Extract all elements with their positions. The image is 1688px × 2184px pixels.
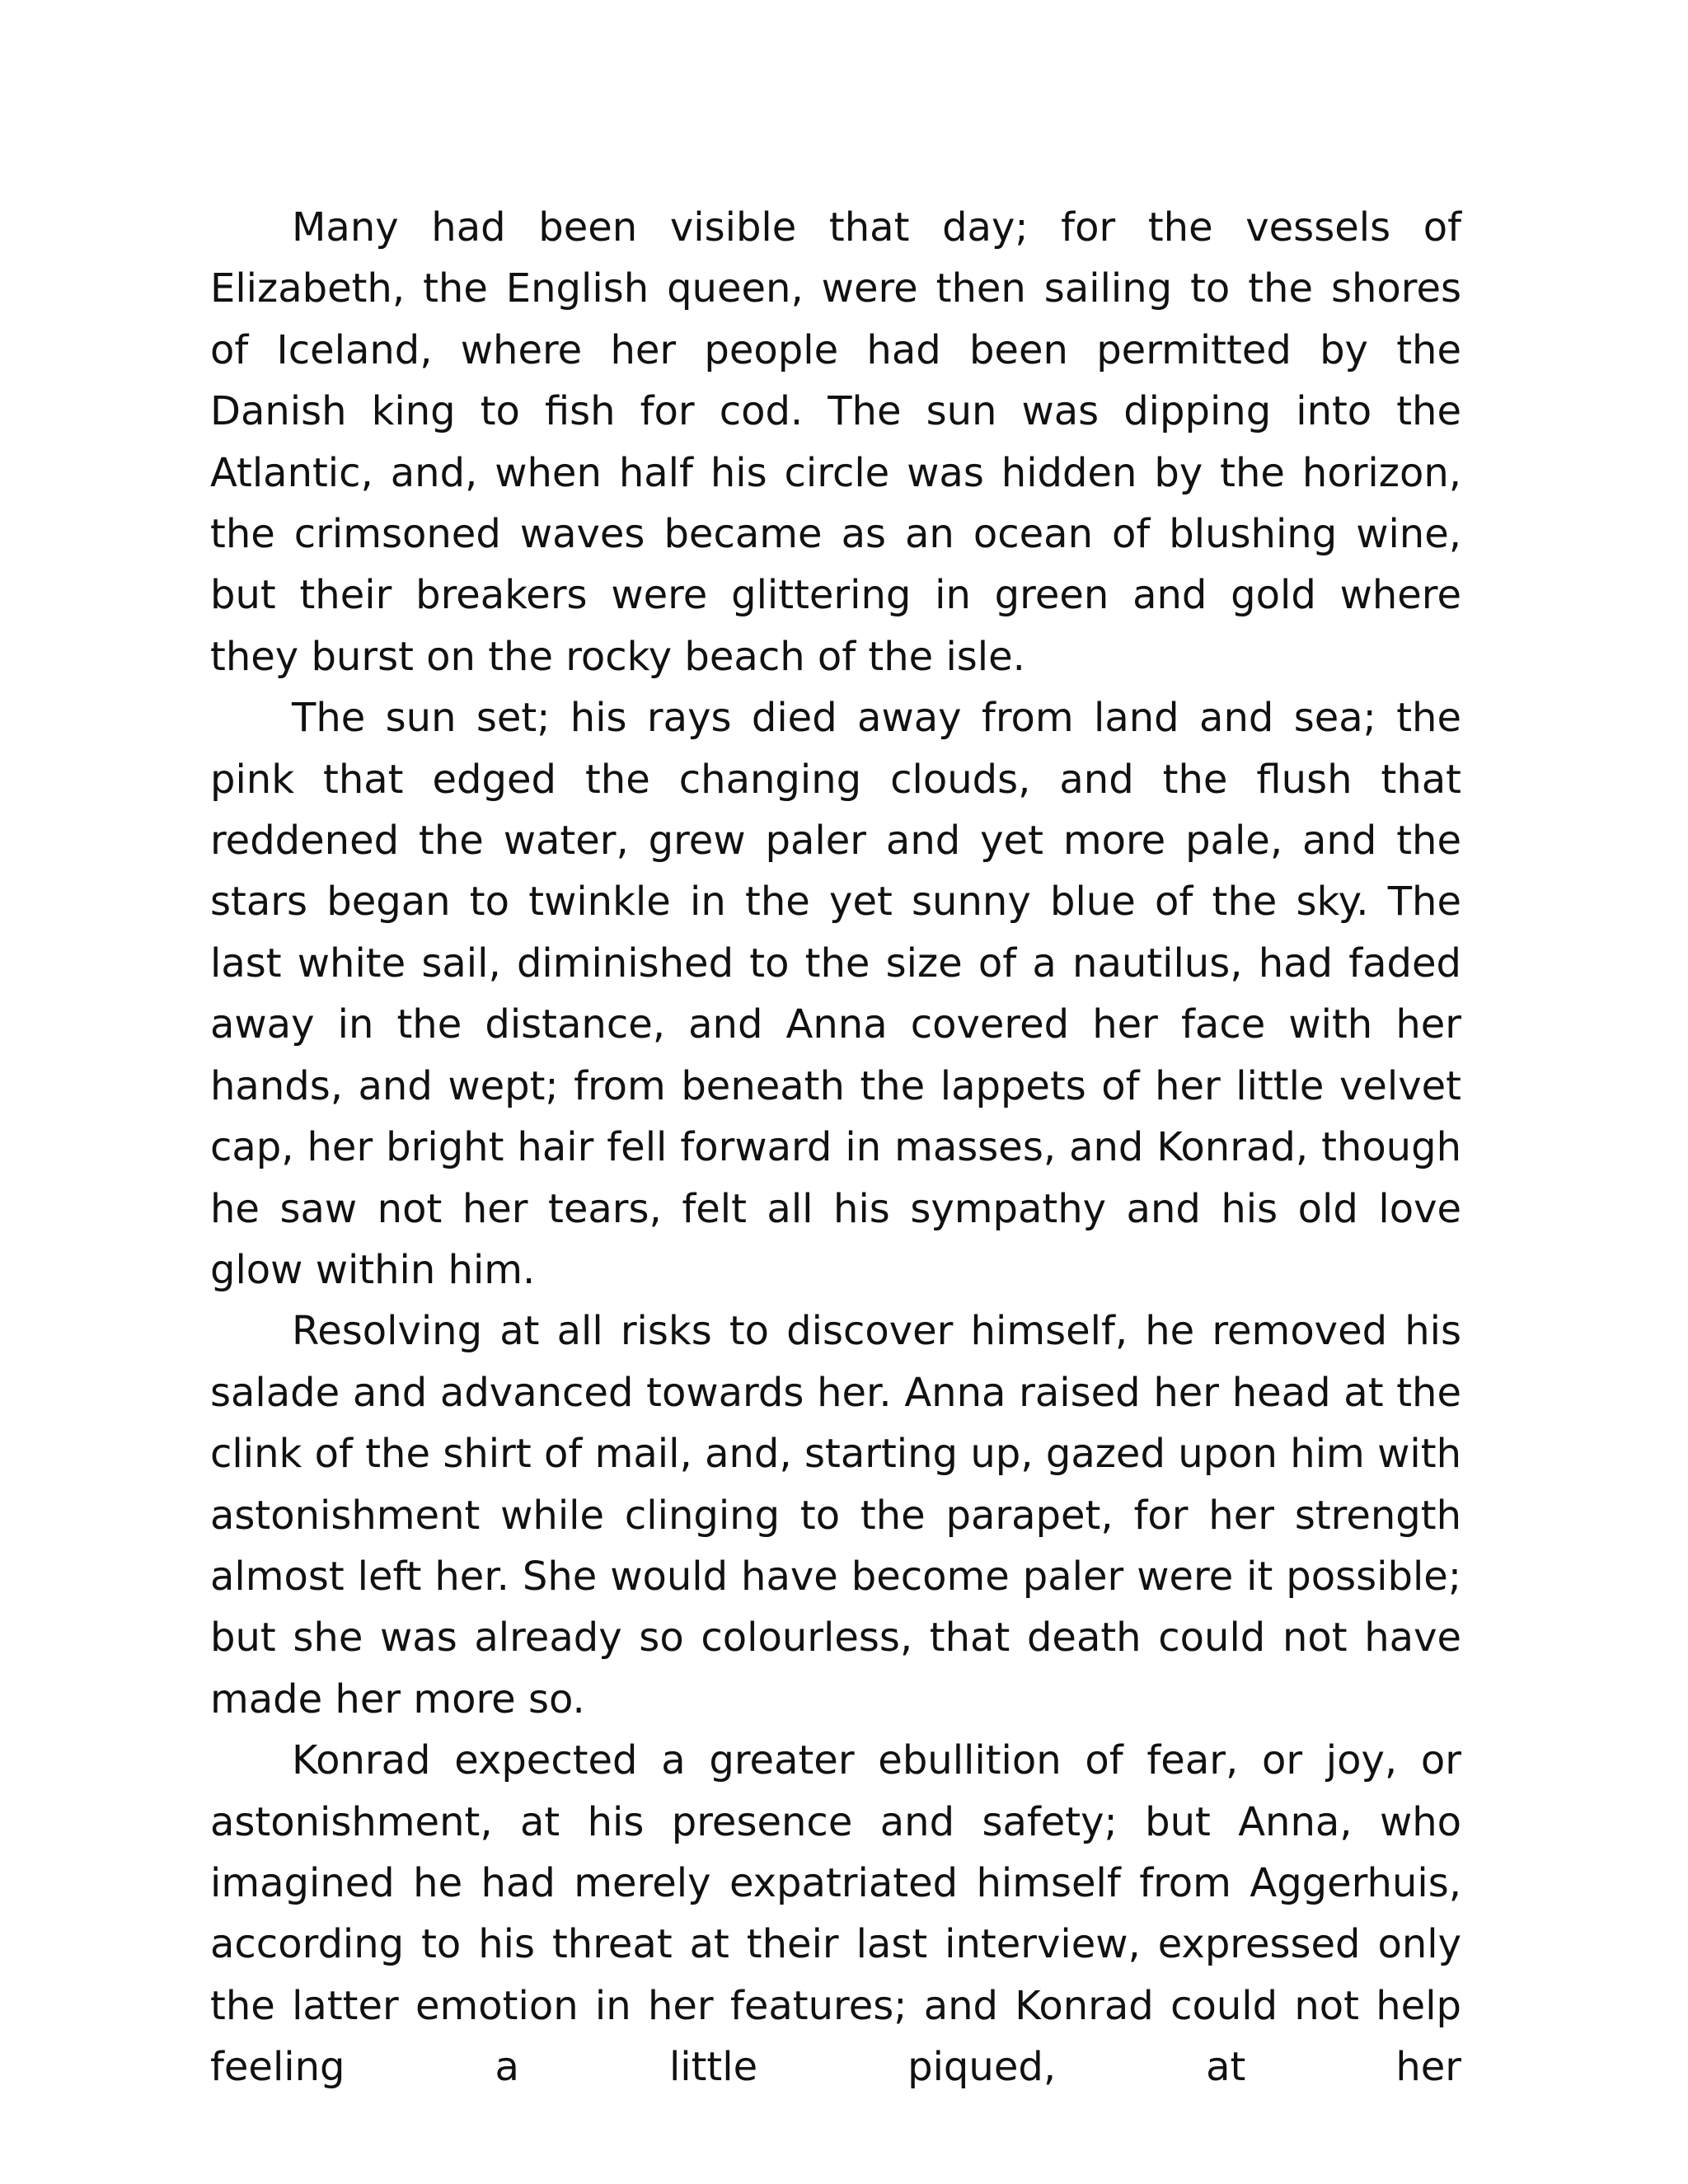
paragraph-2: The sun set; his rays died away from land and sea; the pink that edged the changing clouds, and the flush that reddened the water, grew paler and yet more pale, and the stars began to twinkle in the yet sunny blue of the sky. The last white sail, diminished to the size of a nautilus, had faded away in the distance, and Anna covered her face with her hands, and wept; from beneath the lappets of her little velvet cap, her bright hair fell forward in masses, and Konrad, though he saw not her tears, felt all his sympathy and his old love glow within him. <box>210 695 1461 1293</box>
paragraph-1: Many had been visible that day; for the vessels of Elizabeth, the English queen, were then sailing to the shores of Iceland, where her people had been permitted by the Danish king to fish for cod. The sun was dipping into the Atlantic, and, when half his circle was hidden by the horizon, the crimsoned waves became as an ocean of blushing wine, but their breakers were glittering in green and gold where they burst on the rocky beach of the isle. <box>210 204 1461 680</box>
paragraph-4: Konrad expected a greater ebullition of fear, or joy, or astonishment, at his presence and safety; but Anna, who imagined he had merely expatriated himself from Aggerhuis, according to his threat at their last interview, expressed only the latter emotion in her features; and Konrad could not help feeling a little piqued, at her <box>210 1737 1461 2091</box>
page-text <box>210 197 1461 2098</box>
paragraph-3: Resolving at all risks to discover himself, he removed his salade and advanced towards her. Anna raised her head at the clink of the shirt of mail, and, starting up, gazed upon him with astonishment while clinging to the parapet, for her strength almost left her. She would have become paler were it possible; but she was already so colourless, that death could not have made her more so. <box>210 1308 1461 1722</box>
